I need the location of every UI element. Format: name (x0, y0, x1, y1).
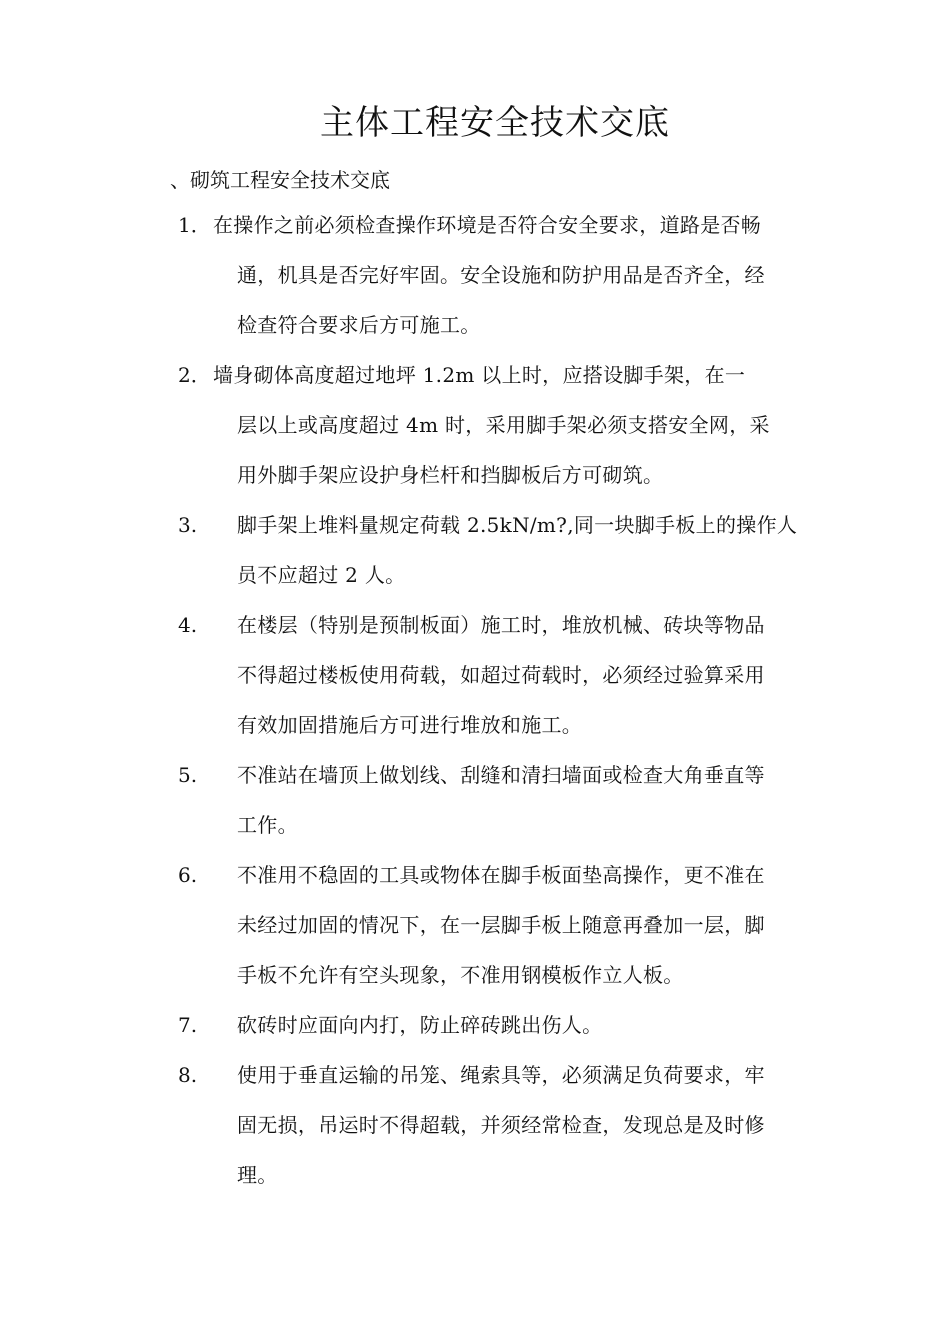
item-number: 2． (178, 363, 211, 387)
item-text-line: 使用于垂直运输的吊笼、绳索具等，必须满足负荷要求，牢 (237, 1063, 765, 1087)
item-text-line: 检查符合要求后方可施工。 (237, 313, 481, 337)
item-text-line: 有效加固措施后方可进行堆放和施工。 (237, 713, 583, 737)
item-text-line: 员不应超过 2 人。 (237, 563, 406, 587)
item-number: 8. (178, 1063, 198, 1087)
item-number: 5. (178, 763, 198, 787)
item-text-line: 砍砖时应面向内打，防止碎砖跳出伤人。 (237, 1013, 603, 1037)
item-text-line: 未经过加固的情况下，在一层脚手板上随意再叠加一层，脚 (237, 913, 765, 937)
item-number: 4. (178, 613, 198, 637)
item-text-line: 墙身砌体高度超过地坪 1.2m 以上时，应搭设脚手架，在一 (213, 363, 746, 387)
item-text-line: 不得超过楼板使用荷载，如超过荷载时，必须经过验算采用 (237, 663, 765, 687)
item-text-line: 手板不允许有空头现象，不准用钢模板作立人板。 (237, 963, 684, 987)
item-text-line: 不准站在墙顶上做划线、刮缝和清扫墙面或检查大角垂直等 (237, 763, 765, 787)
item-text-line: 脚手架上堆料量规定荷载 2.5kN/m?,同一块脚手板上的操作人 (237, 513, 798, 537)
item-text-line: 在楼层（特别是预制板面）施工时，堆放机械、砖块等物品 (237, 613, 765, 637)
item-text-line: 理。 (237, 1163, 278, 1187)
item-number: 7. (178, 1013, 198, 1037)
item-number: 1． (178, 213, 211, 237)
item-text-line: 固无损，吊运时不得超载，并须经常检查，发现总是及时修 (237, 1113, 765, 1137)
item-number: 6. (178, 863, 198, 887)
item-text-line: 不准用不稳固的工具或物体在脚手板面垫高操作，更不准在 (237, 863, 765, 887)
item-text-line: 通，机具是否完好牢固。安全设施和防护用品是否齐全，经 (237, 263, 765, 287)
item-text-line: 用外脚手架应设护身栏杆和挡脚板后方可砌筑。 (237, 463, 664, 487)
item-text-line: 工作。 (237, 813, 298, 837)
item-number: 3. (178, 513, 198, 537)
document-title: 主体工程安全技术交底 (320, 103, 670, 143)
section-heading: 、砌筑工程安全技术交底 (170, 168, 390, 192)
item-text-line: 层以上或高度超过 4m 时，采用脚手架必须支搭安全网，采 (237, 413, 770, 437)
item-text-line: 在操作之前必须检查操作环境是否符合安全要求，道路是否畅 (213, 213, 762, 237)
